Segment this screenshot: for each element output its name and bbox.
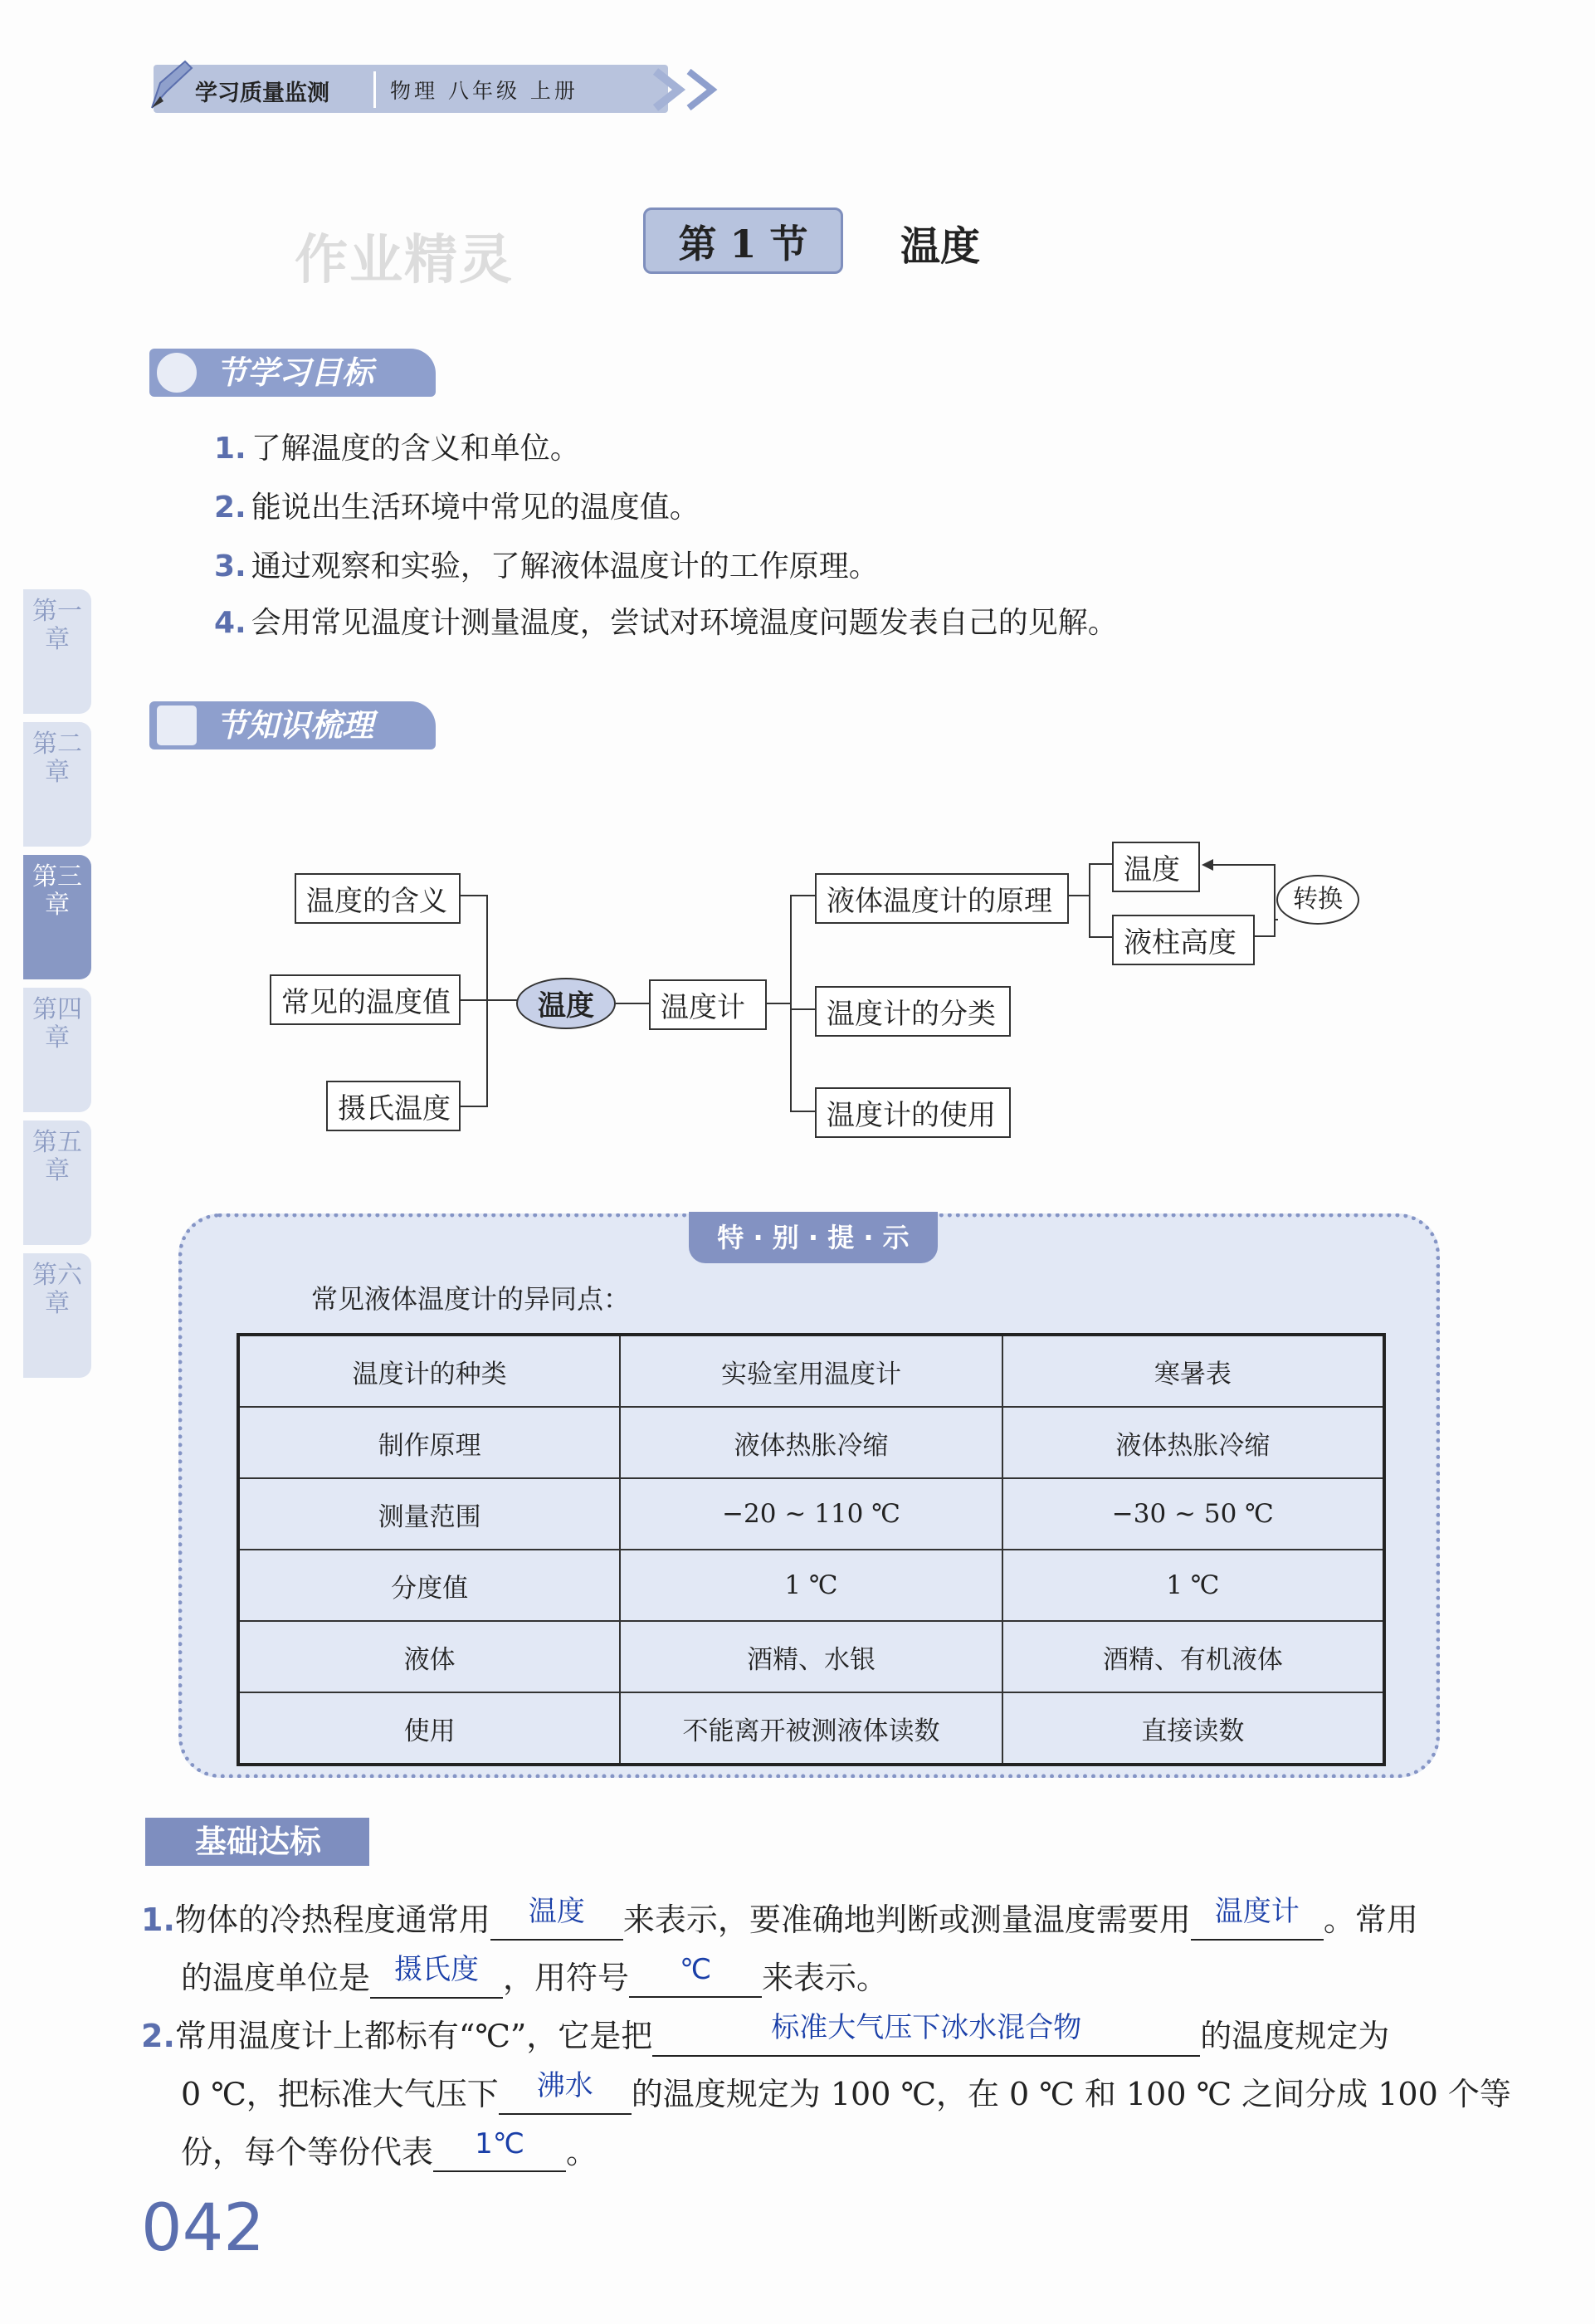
convert-arrows: [1195, 845, 1278, 945]
answer-blank[interactable]: 温度: [490, 1898, 623, 1941]
mindmap-node-center: 温度: [516, 978, 616, 1029]
answer-blank[interactable]: 摄氏度: [370, 1956, 503, 1999]
answer-blank[interactable]: 1℃: [433, 2134, 566, 2172]
mindmap-node-meaning: 温度的含义: [295, 873, 461, 924]
header-series: 学习质量监测: [195, 81, 329, 106]
mindmap-node-liquid-height: 液柱高度: [1112, 915, 1255, 965]
table-cell: −30 ~ 50 ℃: [1002, 1478, 1384, 1550]
sidebar-tab-chapter-1[interactable]: 第一章: [23, 589, 91, 714]
thermometer-comparison-table: [237, 1333, 1386, 1766]
mindmap-node-common-values: 常见的温度值: [270, 974, 461, 1025]
table-row: [238, 1550, 1384, 1621]
table-row: [238, 1621, 1384, 1692]
table-cell: 直接读数: [1002, 1692, 1384, 1765]
chevron-arrows-icon: [614, 66, 722, 113]
question-1-line-1: 1.物体的冷热程度通常用 温度 来表示，要准确地判断或测量温度需要用 温度计 。常用: [141, 1894, 1418, 1941]
sidebar-tab-chapter-4[interactable]: 第四章: [23, 988, 91, 1112]
special-tip-title: 特 · 别 · 提 · 示: [689, 1212, 938, 1263]
answer-blank[interactable]: 标准大气压下冰水混合物: [652, 2014, 1200, 2057]
goal-item-3: 3. 通过观察和实验，了解液体温度计的工作原理。: [214, 549, 879, 583]
notepad-icon: [154, 703, 199, 748]
mindmap-node-usage: 温度计的使用: [815, 1087, 1011, 1138]
basic-label: 基础达标: [145, 1818, 369, 1866]
special-tip-intro: 常见液体温度计的异同点：: [311, 1283, 631, 1315]
question-2-line-1: 2.常用温度计上都标有“℃”，它是把 标准大气压下冰水混合物 的温度规定为: [141, 2010, 1389, 2057]
table-cell: 1 ℃: [620, 1550, 1002, 1621]
watermark: 作业精灵: [295, 230, 514, 291]
table-cell: 分度值: [238, 1550, 620, 1621]
sidebar-tab-chapter-3[interactable]: 第三章: [23, 855, 91, 979]
mindmap-node-thermometer: 温度计: [649, 979, 767, 1030]
mindmap-node-temperature: 温度: [1112, 842, 1200, 892]
goal-item-1: 1. 了解温度的含义和单位。: [214, 432, 580, 466]
target-icon: [154, 350, 199, 395]
table-row: [238, 1335, 1384, 1407]
question-1-line-2: 的温度单位是 摄氏度 ，用符号 ℃ 来表示。: [181, 1952, 888, 1999]
header-divider: [373, 71, 376, 108]
table-cell: 1 ℃: [1002, 1550, 1384, 1621]
table-cell: 不能离开被测液体读数: [620, 1692, 1002, 1765]
goal-item-2: 2. 能说出生活环境中常见的温度值。: [214, 491, 700, 525]
table-cell: 寒暑表: [1002, 1335, 1384, 1407]
header-subject: 物理 八年级 上册: [390, 79, 578, 103]
section-title: 温度: [900, 223, 981, 270]
answer-blank[interactable]: 沸水: [499, 2073, 632, 2115]
answer-blank[interactable]: ℃: [629, 1960, 762, 1998]
sidebar-tab-chapter-6[interactable]: 第六章: [23, 1253, 91, 1378]
table-row: [238, 1478, 1384, 1550]
table-cell: 液体热胀冷缩: [620, 1407, 1002, 1478]
table-cell: 制作原理: [238, 1407, 620, 1478]
table-cell: 测量范围: [238, 1478, 620, 1550]
pencil-icon: [145, 58, 195, 113]
section-number: 第 1 节: [678, 222, 808, 266]
mindmap-node-convert: 转换: [1276, 875, 1359, 925]
question-2-line-3: 份，每个等份代表 1℃ 。: [181, 2127, 598, 2170]
sidebar-tab-chapter-2[interactable]: 第二章: [23, 722, 91, 847]
table-cell: 液体: [238, 1621, 620, 1692]
table-cell: −20 ~ 110 ℃: [620, 1478, 1002, 1550]
mindmap-node-classification: 温度计的分类: [815, 986, 1011, 1037]
sidebar-tab-chapter-5[interactable]: 第五章: [23, 1120, 91, 1245]
table-row: [238, 1407, 1384, 1478]
table-cell: 酒精、水银: [620, 1621, 1002, 1692]
goals-label: 节学习目标: [149, 349, 436, 397]
table-cell: 使用: [238, 1692, 620, 1765]
table-cell: 酒精、有机液体: [1002, 1621, 1384, 1692]
page-number: 042: [141, 2191, 265, 2266]
goal-item-4: 4. 会用常见温度计测量温度，尝试对环境温度问题发表自己的见解。: [214, 606, 1118, 640]
answer-blank[interactable]: 温度计: [1191, 1898, 1324, 1941]
mindmap-node-celsius: 摄氏温度: [326, 1081, 461, 1131]
table-row: [238, 1692, 1384, 1765]
question-2-line-2: 0 ℃，把标准大气压下 沸水 的温度规定为 100 ℃，在 0 ℃ 和 100 ℃ 之间分成 100 个等: [181, 2068, 1511, 2115]
knowledge-label: 节知识梳理: [149, 701, 436, 749]
table-cell: 液体热胀冷缩: [1002, 1407, 1384, 1478]
table-cell: 实验室用温度计: [620, 1335, 1002, 1407]
mindmap-node-liquid-principle: 液体温度计的原理: [815, 873, 1069, 924]
table-cell: 温度计的种类: [238, 1335, 620, 1407]
